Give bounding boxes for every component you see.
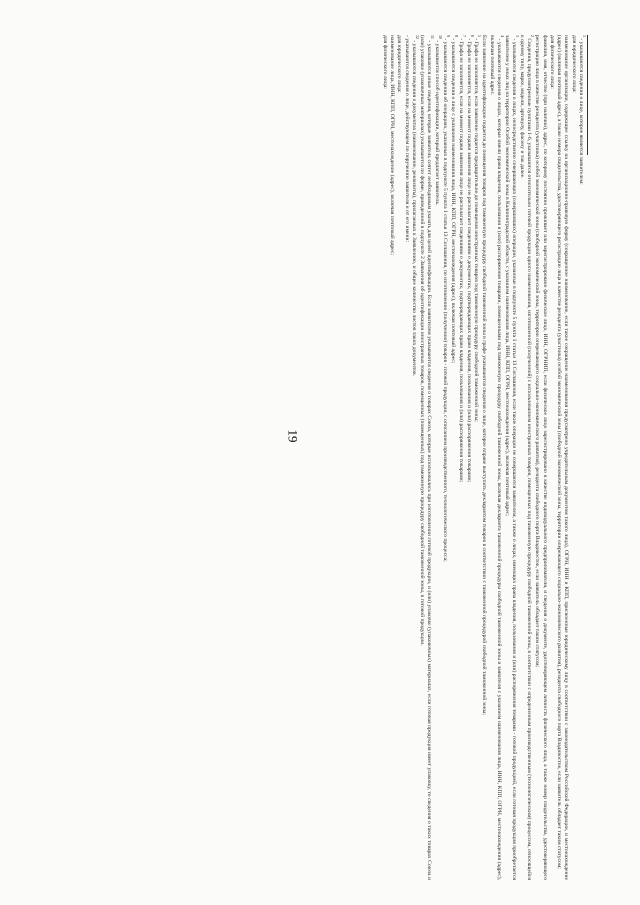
footnote-number: 7 — [461, 35, 467, 37]
footnote-number: 9 — [445, 35, 451, 37]
footnote-text: - указываются сведения о документах (наименование, реквизиты), прилагаемых к Заявлению, и общее количество листов таких документов. — [410, 40, 417, 377]
footnote-item — [410, 35, 420, 880]
footnote-item — [533, 35, 548, 880]
footnote-text: - указываются сведения о лицах, непосредственно совершающих (совершивших) операции, указанные в подпункте 5 пункта 1 статьи 13 Соглашения, если такие операции не совершаются заявителем, а также о лицах, имеющих права владения, пользования и (или) распоряжения товарами - готовой продукцией, если готовая продукция приобретается заявителем у иных лиц на территории Особой экономической зоны в Калининградской области, с указанием наименования лица, ИНН, КПП, ОГРН, местонахождения (адрес), включая почтовый адрес; — [503, 35, 518, 880]
footnote-number: 6 — [469, 35, 475, 37]
footnote-item — [518, 35, 536, 880]
footnote-item — [577, 35, 587, 880]
footnote-item — [480, 35, 487, 880]
footnote-text: - указываются сведения о лицах, которые имели права владения, пользования и (или) распоряжения товарами, помещенными под таможенную процедуру свободной таможенной зоны, включая декларанта таможенной процедуры свободной таможенной зоны и заявителя с указанием наименования лица, ИНН, КПП, ОГРН, местонахождения (адрес), включая почтовый адрес. — [488, 35, 502, 880]
footnote-text: - Графа не заполняется, если на момент подачи заявления лицо не располагает сведениями о документах, подтверждающих право владения, пользования и (или) распоряжения товарами; — [457, 38, 464, 483]
footnote-text: Сведения, предусмотренные пунктами 1-6, указываются относительно готовой продукции одного наименования, изготовленной (полученной) с использованием иностранных товаров, помещенных под таможенную процедуру свободной таможенной зоны, в соответствии с определенным производственным (технологическим) процессом, относящейся к одному типу, марке, модели, артикулу, фасону и так далее. — [519, 35, 533, 880]
footnote-item — [461, 35, 475, 880]
footnote-text: - Графа не заполняется, если на момент подачи заявления лицо не располагает сведениями о документах, подтверждающих право владения, пользования и (или) распоряжения товарами; — [465, 38, 472, 483]
footnote-text: - указываются иные сведения, которые заявитель сочтет необходимым указать для целей идентификации. Если заявителем указываются сведения о товарах Союза, которые использовались при изготовлении готовой продукции, и (или) упаковке (упаковочных) материалах, если готовая продукция имеет упаковку, то сведения о таких товарах Союза и (или) упаковке (упаковочных материалах) указываются по форме, приведенной в подпункте 2 Заявления об идентификации иностранных товаров, помещенных (помещенных) под таможенную процедуру свободной таможенной зоны, в готовой продукции. — [418, 35, 433, 880]
footnote-number: 4 — [499, 35, 505, 37]
footnote-text: для юридического лица: — [570, 35, 577, 93]
footnote-text: фамилия, имя, отчество (при наличии), адрес, по которому постоянно проживает или зарегистрировано физическое лицо, ИНН, ОГРНИП, если физическое лицо зарегистрировано в качестве индивидуального предпринимателя, и сведения о документе, удостоверяющем личность физического лица, а также номер свидетельства, удостоверяющего регистрацию лица в качестве резидента (участника) особой экономической зоны (свободной экономической зоны, территории опережающего социально-экономического развития), резидента свободного порта Владивосток, если заявитель обладает таким статусом; — [534, 35, 548, 880]
footnote-item — [449, 35, 459, 880]
footnote-number: 12 — [414, 35, 420, 39]
footnote-number: 11 — [430, 35, 436, 39]
footnote-text: - указываются сведения о лице, действующем по поручению заявителя и от его имени: — [403, 35, 410, 243]
footnote-text: Если заявление на идентификацию подается до помещения товаров под таможенную процедуру свободной таможенной зоны в графе указываются сведения о лице, которое вправе выступить декларантом товаров в соответствии с таможенной процедурой свободной таможенной зоны; — [481, 35, 488, 715]
footnote-item — [569, 35, 576, 880]
footnote-item — [469, 35, 483, 880]
footnote-text: для физического лица: — [381, 35, 388, 89]
footnote-item — [487, 35, 505, 880]
footnote-text: - указываются сведения о лице с указанием наименования лица, ИНН, КПП, ОГРН, местонахождения (адрес), включая почтовый адрес; — [449, 38, 456, 364]
page-number: 19 — [285, 429, 301, 443]
footnote-number: 8 — [453, 35, 459, 37]
footnote-item — [402, 35, 409, 880]
footnote-text: - указываются сведения об операциях, указанных в подпункте 5 пункта 1 статьи 13 Соглашения, по изготовлению (получению) товаров - готовой продукции, с описанием производственного, технологического процесса; — [441, 38, 448, 562]
footnote-item — [441, 35, 451, 880]
footnote-text: наименование лица, ИНН, КПП, ОГРН, местонахождение (адрес), включая почтовый адрес; — [389, 35, 396, 255]
footnote-text: - Графа не заполняется, если заявление подается предварительно до помещения иностранных товаров под таможенную процедуру свободной таможенной зоны; — [473, 38, 480, 422]
footnote-text: - указываются сведения о лице, которое является заявителем: — [578, 38, 584, 185]
footnote-number: 10 — [438, 35, 444, 39]
footnote-item — [418, 35, 436, 880]
footnote-number: 3 — [515, 35, 521, 37]
footnote-text: для юридического лица: — [396, 35, 403, 93]
footnote-separator — [587, 35, 588, 155]
footnote-item — [548, 35, 555, 880]
footnote-text: - указывается способ идентификации, который предлагает заявитель. — [434, 40, 441, 206]
footnote-number: 2 — [530, 35, 536, 37]
footnote-item — [433, 35, 444, 880]
footnote-text: для физического лица: — [548, 35, 555, 89]
footnote-item — [555, 35, 570, 880]
footnote-item — [380, 35, 387, 880]
footnote-text: наименование организации, содержащее ссылку на организационно-правовую форму (сокращенное наименование, если такое сокращение наименования предусмотрено учредительным документом такого лица), ОГРН, ИНН и КПП, присвоенные юридическому лицу в соответствии с законодательством Российской Федерации, и местонахождение (адрес) (включая почтовый адрес), а также номера свидетельства, удостоверяющего регистрацию лица в качестве резидента (участника) особой экономической зоны (свободной экономической зоны, территории опережающего социально-экономического развития), резидента свободного порта Владивосток, если заявитель обладает таким статусом; — [556, 35, 570, 880]
footnote-number: 5 — [477, 35, 483, 37]
footnote-item — [453, 35, 467, 880]
footnote-item — [503, 35, 521, 880]
footnote-item — [395, 35, 402, 880]
rotated-footnotes-block — [70, 35, 590, 880]
footnote-item — [388, 35, 395, 880]
footnote-number: 1 — [582, 35, 587, 37]
footnotes-text — [70, 35, 590, 880]
